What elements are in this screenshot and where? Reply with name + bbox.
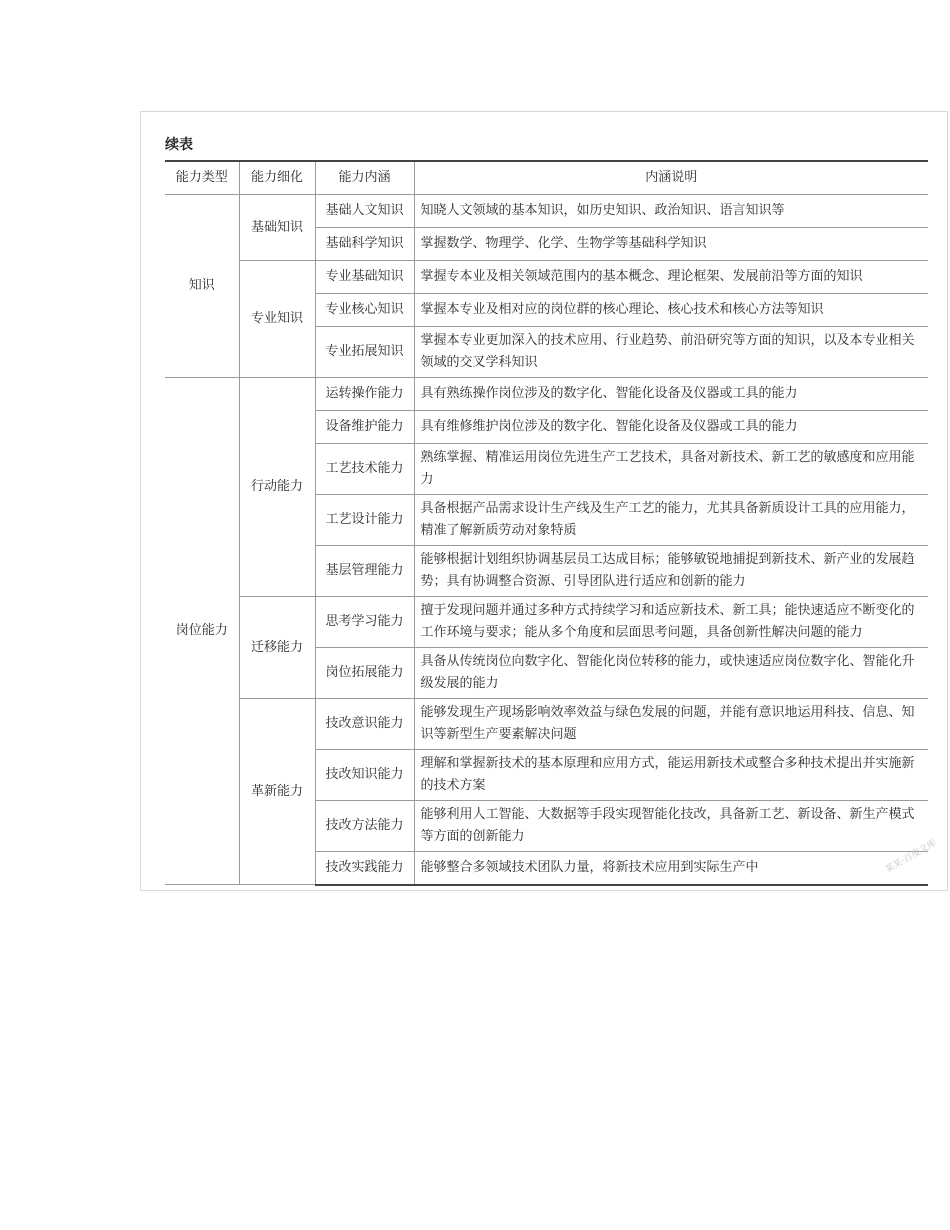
ability-item-cell: 岗位拓展能力 <box>315 648 414 699</box>
ability-type-cell: 岗位能力 <box>165 378 239 885</box>
ability-detail-cell: 行动能力 <box>239 378 315 597</box>
ability-detail-cell: 基础知识 <box>239 195 315 261</box>
ability-item-cell: 工艺技术能力 <box>315 444 414 495</box>
description-cell: 掌握本专业及相对应的岗位群的核心理论、核心技术和核心方法等知识 <box>414 294 928 327</box>
description-cell: 掌握本专业更加深入的技术应用、行业趋势、前沿研究等方面的知识，以及本专业相关领域的交叉学科知识 <box>414 327 928 378</box>
ability-item-cell: 专业核心知识 <box>315 294 414 327</box>
ability-item-cell: 专业拓展知识 <box>315 327 414 378</box>
description-cell: 熟练掌握、精准运用岗位先进生产工艺技术，具备对新技术、新工艺的敏感度和应用能力 <box>414 444 928 495</box>
description-cell: 擅于发现问题并通过多种方式持续学习和适应新技术、新工具；能快速适应不断变化的工作环境与要求；能从多个角度和层面思考问题，具备创新性解决问题的能力 <box>414 597 928 648</box>
description-cell: 具有维修维护岗位涉及的数字化、智能化设备及仪器或工具的能力 <box>414 411 928 444</box>
header-ability-detail: 能力细化 <box>239 161 315 195</box>
ability-type-cell: 知识 <box>165 195 239 378</box>
description-cell: 具备从传统岗位向数字化、智能化岗位转移的能力，或快速适应岗位数字化、智能化升级发展的能力 <box>414 648 928 699</box>
table-caption: 续表 <box>165 137 193 153</box>
table-row <box>165 261 928 294</box>
description-cell: 能够根据计划组织协调基层员工达成目标；能够敏锐地捕捉到新技术、新产业的发展趋势；具有协调整合资源、引导团队进行适应和创新的能力 <box>414 546 928 597</box>
ability-item-cell: 运转操作能力 <box>315 378 414 411</box>
ability-item-cell: 专业基础知识 <box>315 261 414 294</box>
ability-detail-cell: 迁移能力 <box>239 597 315 699</box>
ability-item-cell: 设备维护能力 <box>315 411 414 444</box>
description-cell: 掌握专本业及相关领域范围内的基本概念、理论框架、发展前沿等方面的知识 <box>414 261 928 294</box>
description-cell: 掌握数学、物理学、化学、生物学等基础科学知识 <box>414 228 928 261</box>
description-cell: 能够整合多领域技术团队力量，将新技术应用到实际生产中 <box>414 852 928 885</box>
table-row <box>165 597 928 648</box>
ability-item-cell: 工艺设计能力 <box>315 495 414 546</box>
description-cell: 具备根据产品需求设计生产线及生产工艺的能力，尤其具备新质设计工具的应用能力，精准了解新质劳动对象特质 <box>414 495 928 546</box>
ability-item-cell: 基础科学知识 <box>315 228 414 261</box>
header-description: 内涵说明 <box>414 161 928 195</box>
ability-item-cell: 基层管理能力 <box>315 546 414 597</box>
description-cell: 能够发现生产现场影响效率效益与绿色发展的问题，并能有意识地运用科技、信息、知识等新型生产要素解决问题 <box>414 699 928 750</box>
table-row <box>165 195 928 228</box>
ability-detail-cell: 专业知识 <box>239 261 315 378</box>
ability-item-cell: 技改实践能力 <box>315 852 414 885</box>
description-cell: 理解和掌握新技术的基本原理和应用方式，能运用新技术或整合多种技术提出并实施新的技术方案 <box>414 750 928 801</box>
ability-item-cell: 技改知识能力 <box>315 750 414 801</box>
header-ability-connotation: 能力内涵 <box>315 161 414 195</box>
table-row <box>165 699 928 750</box>
description-cell: 知晓人文领域的基本知识，如历史知识、政治知识、语言知识等 <box>414 195 928 228</box>
description-cell: 能够利用人工智能、大数据等手段实现智能化技改，具备新工艺、新设备、新生产模式等方面的创新能力 <box>414 801 928 852</box>
table-page <box>140 111 948 891</box>
ability-item-cell: 基础人文知识 <box>315 195 414 228</box>
ability-table <box>165 160 928 886</box>
ability-detail-cell: 革新能力 <box>239 699 315 885</box>
table-row <box>165 378 928 411</box>
header-row <box>165 161 928 195</box>
description-cell: 具有熟练操作岗位涉及的数字化、智能化设备及仪器或工具的能力 <box>414 378 928 411</box>
header-ability-type: 能力类型 <box>165 161 239 195</box>
ability-item-cell: 技改意识能力 <box>315 699 414 750</box>
ability-item-cell: 技改方法能力 <box>315 801 414 852</box>
ability-item-cell: 思考学习能力 <box>315 597 414 648</box>
watermark: 某某·百度文库 <box>884 838 939 876</box>
